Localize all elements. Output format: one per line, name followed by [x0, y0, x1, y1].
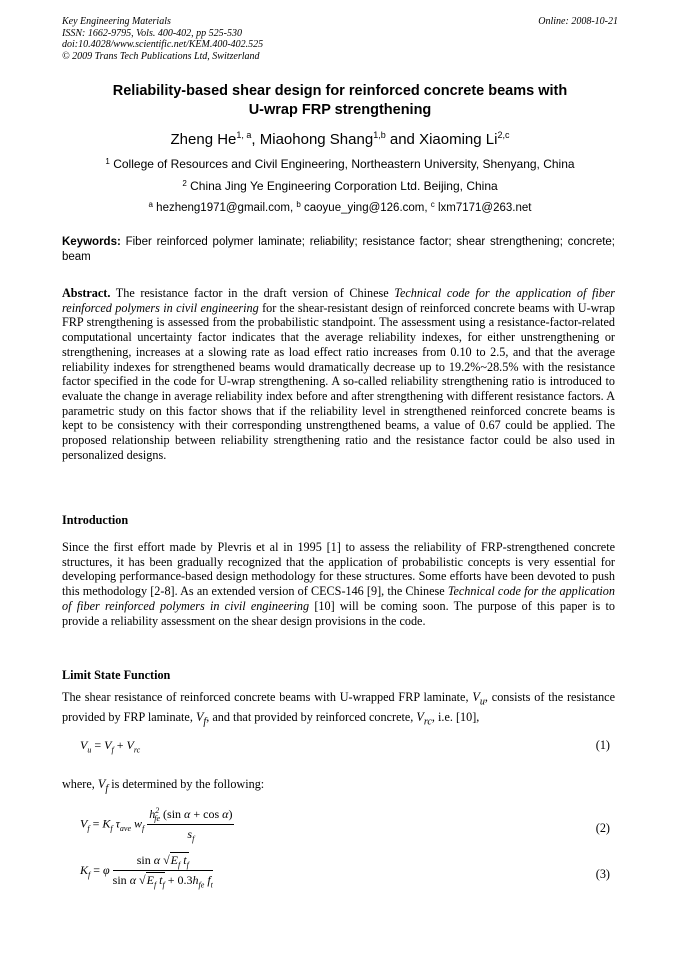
- paper-title-line1: Reliability-based shear design for reinforced concrete beams with: [112, 83, 568, 99]
- email-link[interactable]: caoyue_ying@126.com,: [304, 202, 431, 214]
- keywords: [62, 235, 615, 265]
- author-sup: 2,c: [497, 130, 510, 140]
- affiliation-text: China Jing Ye Engineering Corporation Ltd. Beijing, China: [190, 179, 498, 193]
- body-text: , consists of the resistance provided by FRP laminate,: [62, 690, 615, 725]
- journal-name: Key Engineering Materials: [62, 16, 171, 27]
- equation-3: $K_f = \varphi$ $\frac{\sin \alpha √E_f t_f}{\sin \alpha √E_f t_f + 0.3h_{fe} f_t}$: [80, 853, 213, 890]
- abstract: [62, 286, 615, 462]
- email-sup: c: [430, 200, 435, 209]
- abstract-text: The resistance factor in the draft version of Chinese: [110, 286, 395, 300]
- equation-1: $V_u = V_f + V_{rc}$: [80, 738, 141, 755]
- paper-title: [62, 82, 618, 120]
- author-name: Miaohong Shang: [259, 131, 374, 148]
- email-link[interactable]: hezheng1971@gmail.com,: [156, 202, 297, 214]
- equation-number: (3): [595, 867, 610, 881]
- affiliation-2: [62, 179, 618, 194]
- affiliation-1: [62, 157, 618, 172]
- paper-title-line2: U-wrap FRP strengthening: [248, 102, 432, 118]
- body-text: The shear resistance of reinforced concrete beams with U-wrapped FRP laminate,: [62, 690, 473, 704]
- body-text: where,: [62, 777, 98, 791]
- author-sup: 1, a: [236, 130, 252, 140]
- email-sup: a: [148, 200, 153, 209]
- affiliation-sup: 2: [182, 179, 187, 188]
- abstract-text: for the shear-resistant design of reinforced concrete beams with U-wrap FRP strengthening is assessed from the probabilistic standpoint. The assessment using a resistance-factor-related computational uncertainty factor indicates that the average reliability indexes, for either unstrengthening or strengthening, increases at a slowing rate as load effect ratio increases from 0.10 to 2.5, and that the average reliability indexes for strengthened beams would dramatically decrease up to 19.2%~28.5% with the resistance factor specified in the code for U-wrap strengthening. A so-called reliability strengthening ratio is introduced to evaluate the change in average reliability index before and after strengthening with different resistance factors. A parametric study on this factor shows that if the reliability level in strengthened reinforced concrete beams is kept to be consistency with their corresponding unstrengthened beams, a value of 0.67 could be applied. The proposed relationship between reliability strengthening ratio and the resistance factor could be also used in personalized designs.: [62, 300, 615, 462]
- online-date: Online: 2008-10-21: [538, 16, 618, 27]
- code-title: Technical code for the application of fiber reinforced polymers in civil engineering: [62, 286, 615, 315]
- email-sup: b: [296, 200, 301, 209]
- section-heading-limit-state: Limit State Function: [62, 668, 171, 682]
- journal-issn: ISSN: 1662-9795, Vols. 400-402, pp 525-530: [62, 27, 242, 39]
- section-heading-introduction: Introduction: [62, 513, 129, 527]
- code-title: Technical code for the application of fiber reinforced polymers in civil engineering: [62, 584, 615, 613]
- equation-number: (2): [595, 821, 610, 835]
- keywords-text: Fiber reinforced polymer laminate; reliability; resistance factor; shear strengthening; concrete; beam: [62, 236, 615, 263]
- abstract-label: Abstract.: [62, 286, 111, 300]
- body-text: is determined by the following:: [108, 777, 265, 791]
- author-list: [62, 131, 618, 149]
- author-name: Zheng He: [170, 131, 237, 148]
- author-sep: and: [385, 131, 420, 148]
- body-text: Since the first effort made by Plevris et al in 1995 [1] to assess the reliability of FRP-strengthened concrete structures, it has been gradually recognized that the application of probabilistic concepts is very essential for developing performance-based design methodology for these structures. Some efforts have been devoted to push this methodology [2-8]. As an extended version of CECS-146 [9], the Chinese: [62, 540, 615, 599]
- journal-header: [62, 16, 618, 62]
- journal-doi: doi:10.4028/www.scientific.net/KEM.400-402.525: [62, 39, 264, 50]
- author-sup: 1,b: [373, 130, 386, 140]
- author-sep: ,: [251, 131, 260, 148]
- author-name: Xiaoming Li: [419, 131, 498, 148]
- body-text: , i.e. [10],: [431, 710, 480, 725]
- equation-number: (1): [595, 738, 610, 752]
- equation-2: $V_f = K_f$ $\tau_{ave}$ $w_f$ $\frac{h^2_{fe} (\sin \alpha + \cos \alpha)}{s_f}$: [80, 806, 233, 844]
- body-text: , and that provided by reinforced concrete,: [206, 710, 417, 725]
- journal-copyright: © 2009 Trans Tech Publications Ltd, Switzerland: [62, 50, 260, 62]
- where-paragraph: where, $V_f$ is determined by the following:: [62, 777, 265, 795]
- introduction-paragraph: [62, 540, 615, 628]
- email-link[interactable]: lxm7171@263.net: [437, 202, 532, 214]
- limit-state-paragraph: The shear resistance of reinforced concrete beams with U-wrapped FRP laminate, $V_u$, consists of the resistance provided by FRP laminate, $V_f$, and that provided by reinforced concrete, $V_{rc}$, i.e. [10],: [62, 690, 615, 728]
- keywords-label: Keywords:: [62, 236, 121, 248]
- affiliation-text: College of Resources and Civil Engineering, Northeastern University, Shenyang, China: [113, 157, 575, 171]
- affiliation-sup: 1: [105, 157, 110, 166]
- author-emails: [62, 201, 618, 216]
- body-text: [10] will be coming soon. The purpose of this paper is to provide a reliability assessment on the shear design provisions in the code.: [62, 598, 615, 628]
